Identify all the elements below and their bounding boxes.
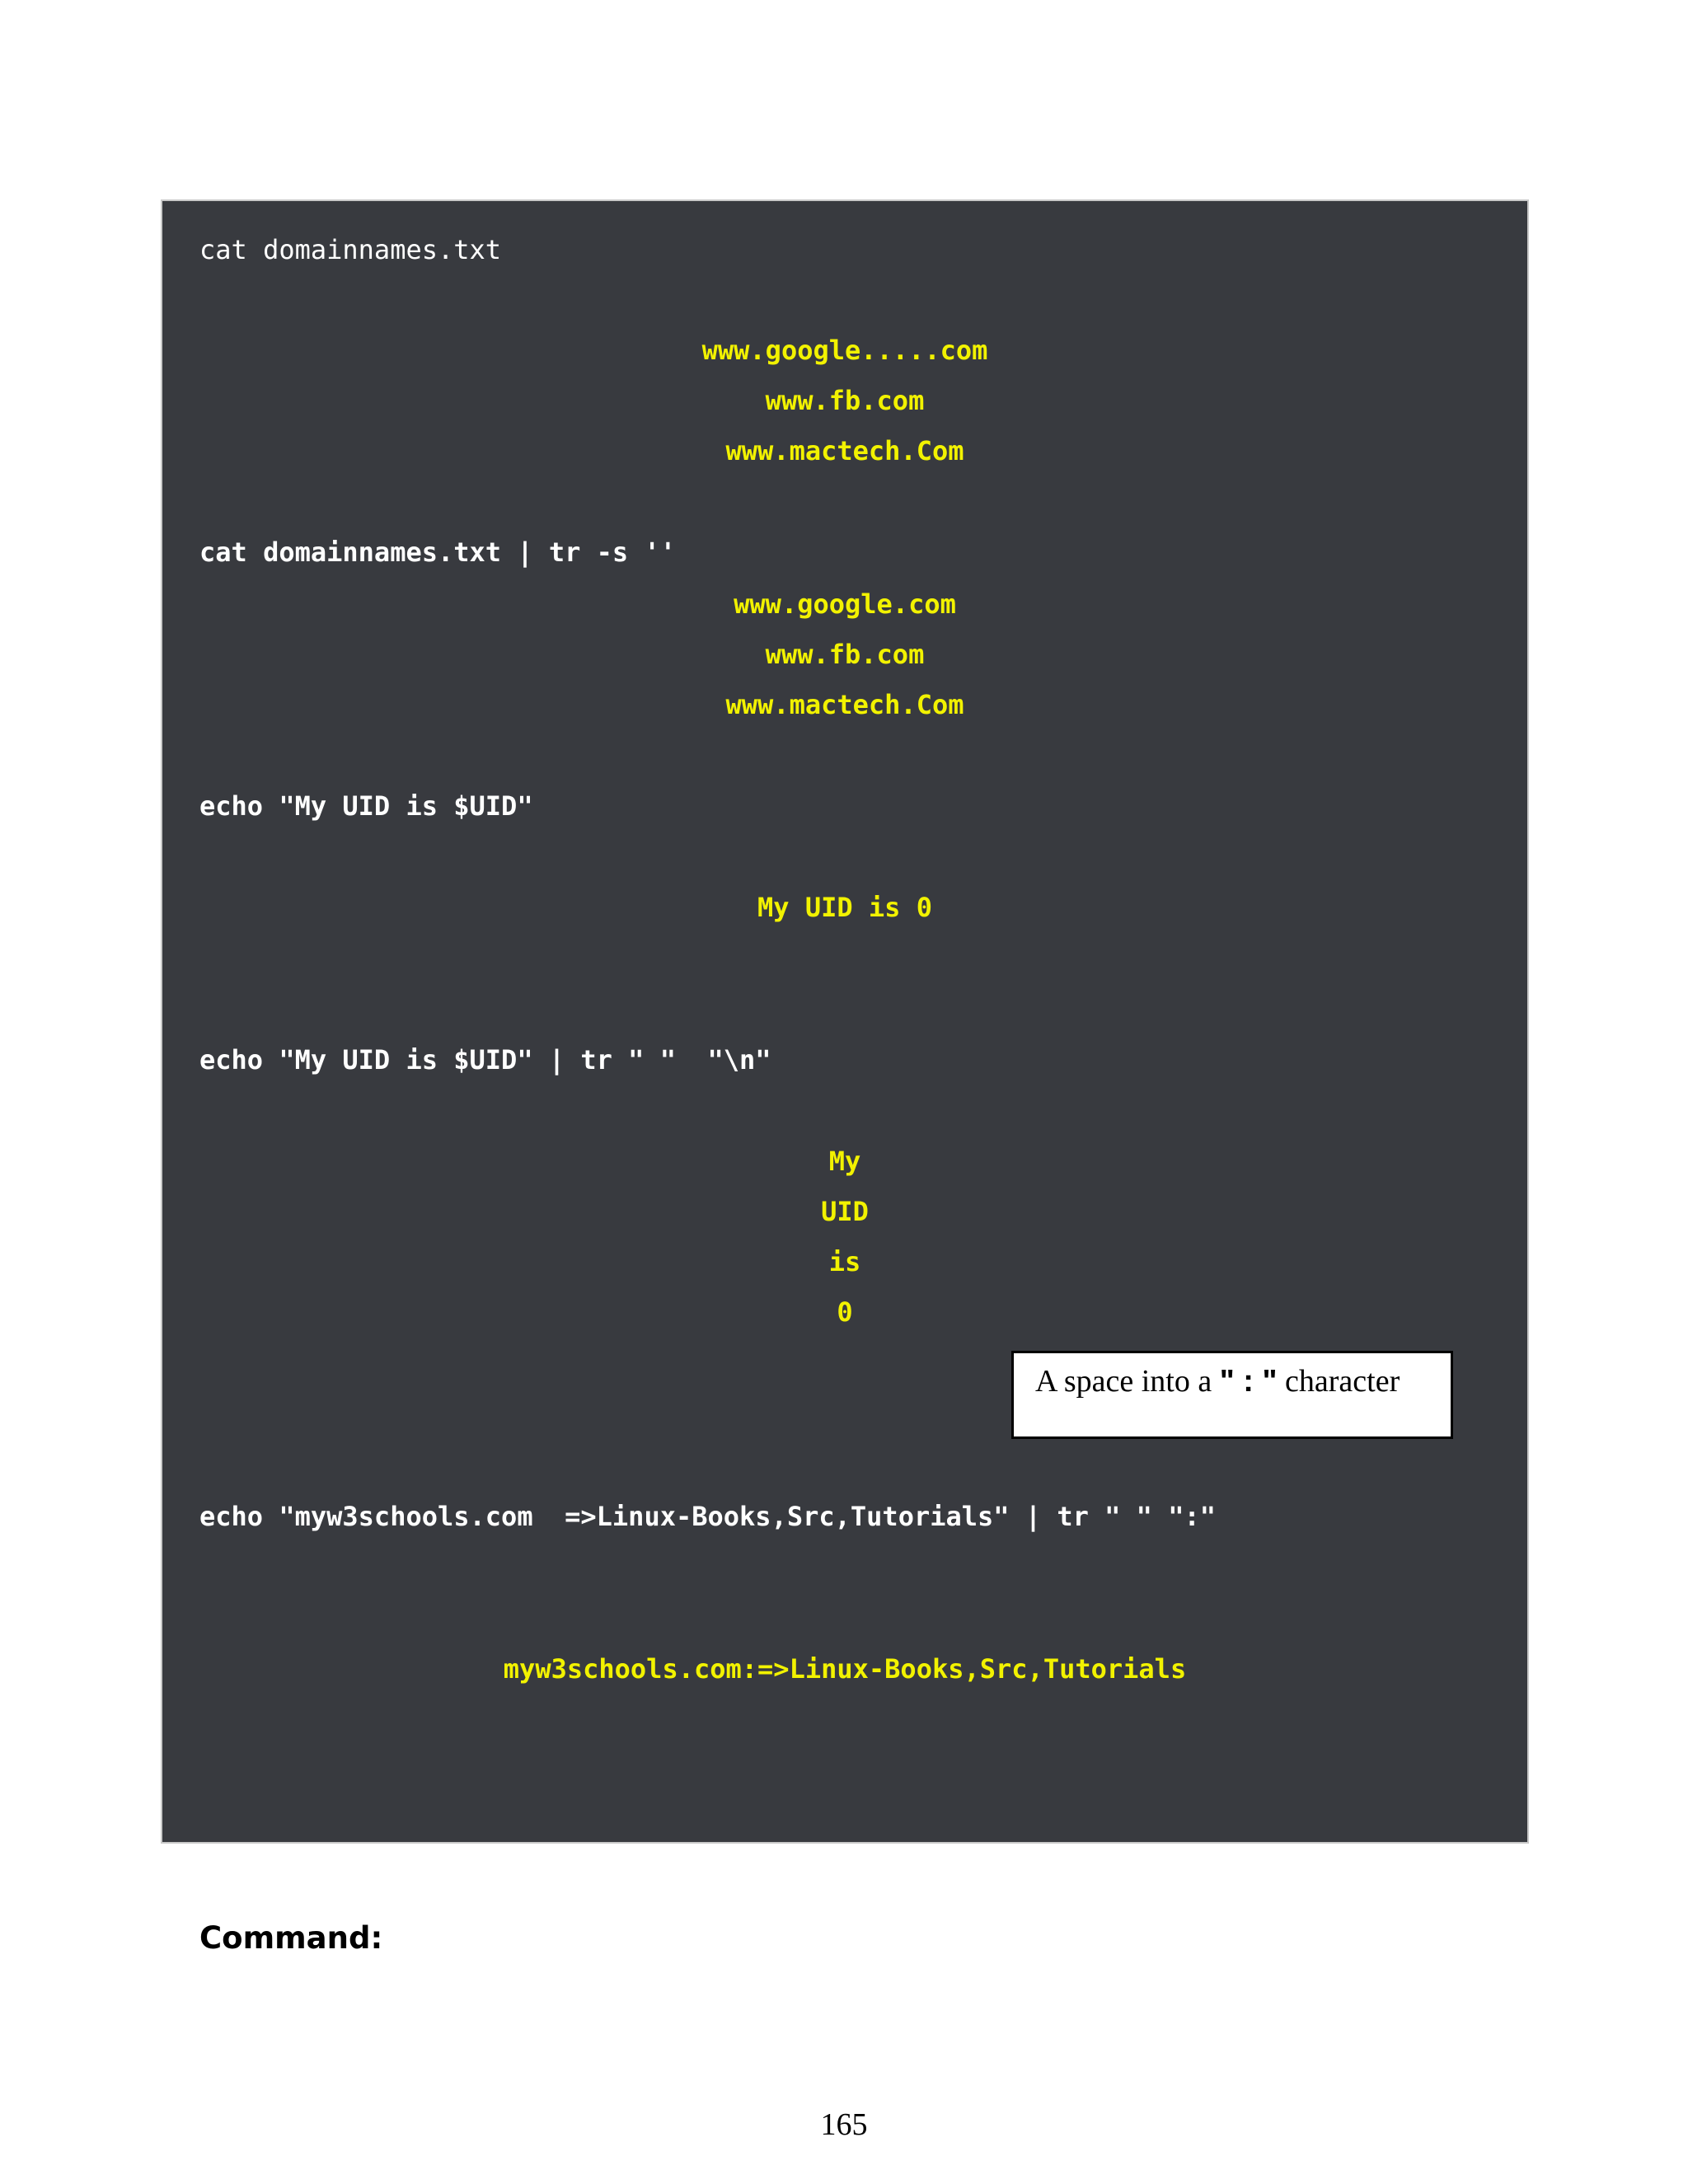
- callout-suffix: character: [1277, 1364, 1400, 1399]
- command-line: cat domainnames.txt: [199, 234, 502, 265]
- section-heading: Command:: [199, 1920, 383, 1956]
- command-line: echo "My UID is $UID" | tr " " "\n": [199, 1044, 771, 1076]
- output-line: UID: [821, 1196, 869, 1227]
- output-line: www.mactech.Com: [725, 689, 964, 720]
- page-number: 165: [820, 2107, 868, 2142]
- callout-prefix: A space into a: [1035, 1364, 1220, 1399]
- output-line: myw3schools.com:=>Linux-Books,Src,Tutorials: [503, 1653, 1187, 1685]
- output-line: www.google.....com: [701, 335, 988, 366]
- output-line: 0: [837, 1296, 853, 1328]
- output-line: www.fb.com: [765, 639, 925, 670]
- output-line: www.google.com: [734, 588, 956, 620]
- output-line: My: [828, 1146, 861, 1177]
- output-line: www.fb.com: [765, 385, 925, 416]
- command-line: echo "myw3schools.com =>Linux-Books,Src,Tutorials" | tr " " ":": [199, 1501, 1216, 1532]
- callout-symbol: " : ": [1219, 1364, 1278, 1399]
- command-line: cat domainnames.txt | tr -s '': [199, 537, 676, 568]
- command-line: echo "My UID is $UID": [199, 790, 533, 822]
- output-line: is: [828, 1246, 861, 1277]
- output-line: My UID is 0: [757, 892, 932, 923]
- callout-note: [1011, 1351, 1453, 1439]
- output-line: www.mactech.Com: [725, 435, 964, 466]
